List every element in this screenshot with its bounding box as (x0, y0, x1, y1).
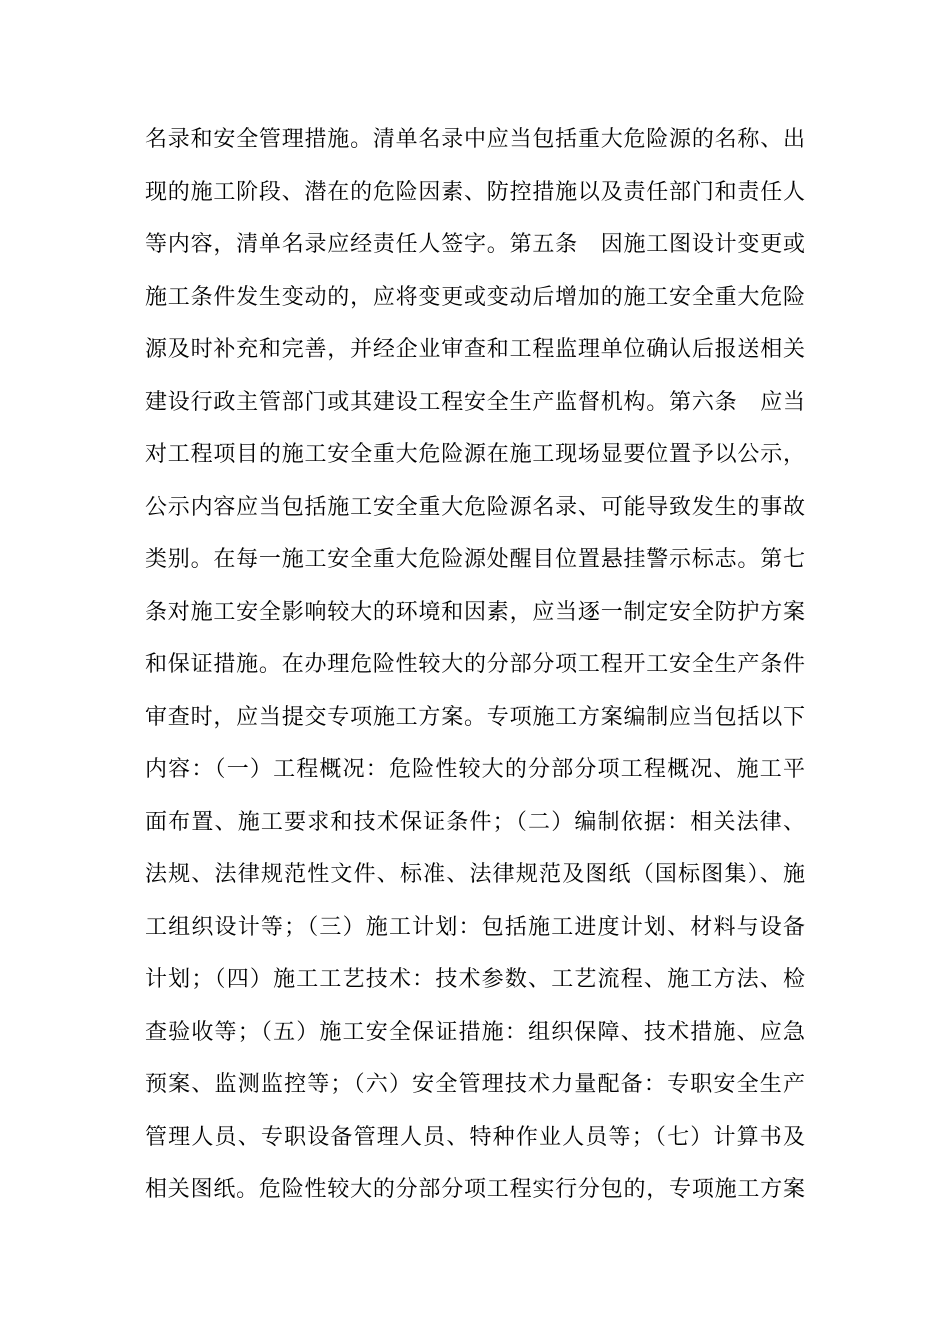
text-line: 审查时，应当提交专项施工方案。专项施工方案编制应当包括以下 (145, 704, 805, 730)
text-line: 面布置、施工要求和技术保证条件；（二）编制依据：相关法律、 (145, 809, 805, 835)
text-line: 现的施工阶段、潜在的危险因素、防控措施以及责任部门和责任人 (145, 179, 805, 205)
body-text (145, 118, 805, 1221)
text-line: 内容：（一）工程概况：危险性较大的分部分项工程概况、施工平 (145, 757, 805, 782)
text-line: 管理人员、专职设备管理人员、特种作业人员等；（七）计算书及 (145, 1124, 805, 1150)
text-line: 工组织设计等；（三）施工计划：包括施工进度计划、材料与设备 (145, 914, 805, 940)
text-line: 施工条件发生变动的，应将变更或变动后增加的施工安全重大危险 (145, 284, 805, 310)
text-line: 建设行政主管部门或其建设工程安全生产监督机构。第六条 应当 (145, 389, 805, 415)
text-line: 预案、监测监控等；（六）安全管理技术力量配备：专职安全生产 (145, 1072, 805, 1097)
text-line: 名录和安全管理措施。清单名录中应当包括重大危险源的名称、出 (145, 127, 805, 152)
text-line: 对工程项目的施工安全重大危险源在施工现场显要位置予以公示， (145, 442, 805, 467)
text-line: 类别。在每一施工安全重大危险源处醒目位置悬挂警示标志。第七 (145, 547, 805, 572)
text-line: 和保证措施。在办理危险性较大的分部分项工程开工安全生产条件 (145, 652, 805, 677)
text-line: 公示内容应当包括施工安全重大危险源名录、可能导致发生的事故 (145, 494, 805, 520)
text-line: 计划；（四）施工工艺技术：技术参数、工艺流程、施工方法、检 (145, 967, 805, 992)
text-line: 源及时补充和完善，并经企业审查和工程监理单位确认后报送相关 (145, 337, 805, 362)
text-line: 查验收等；（五）施工安全保证措施：组织保障、技术措施、应急 (145, 1019, 805, 1045)
text-line: 条对施工安全影响较大的环境和因素，应当逐一制定安全防护方案 (145, 599, 805, 625)
text-line: 法规、法律规范性文件、标准、法律规范及图纸（国标图集）、施 (145, 862, 805, 887)
text-line: 等内容，清单名录应经责任人签字。第五条 因施工图设计变更或 (145, 232, 805, 257)
text-line: 相关图纸。危险性较大的分部分项工程实行分包的，专项施工方案 (145, 1177, 805, 1202)
